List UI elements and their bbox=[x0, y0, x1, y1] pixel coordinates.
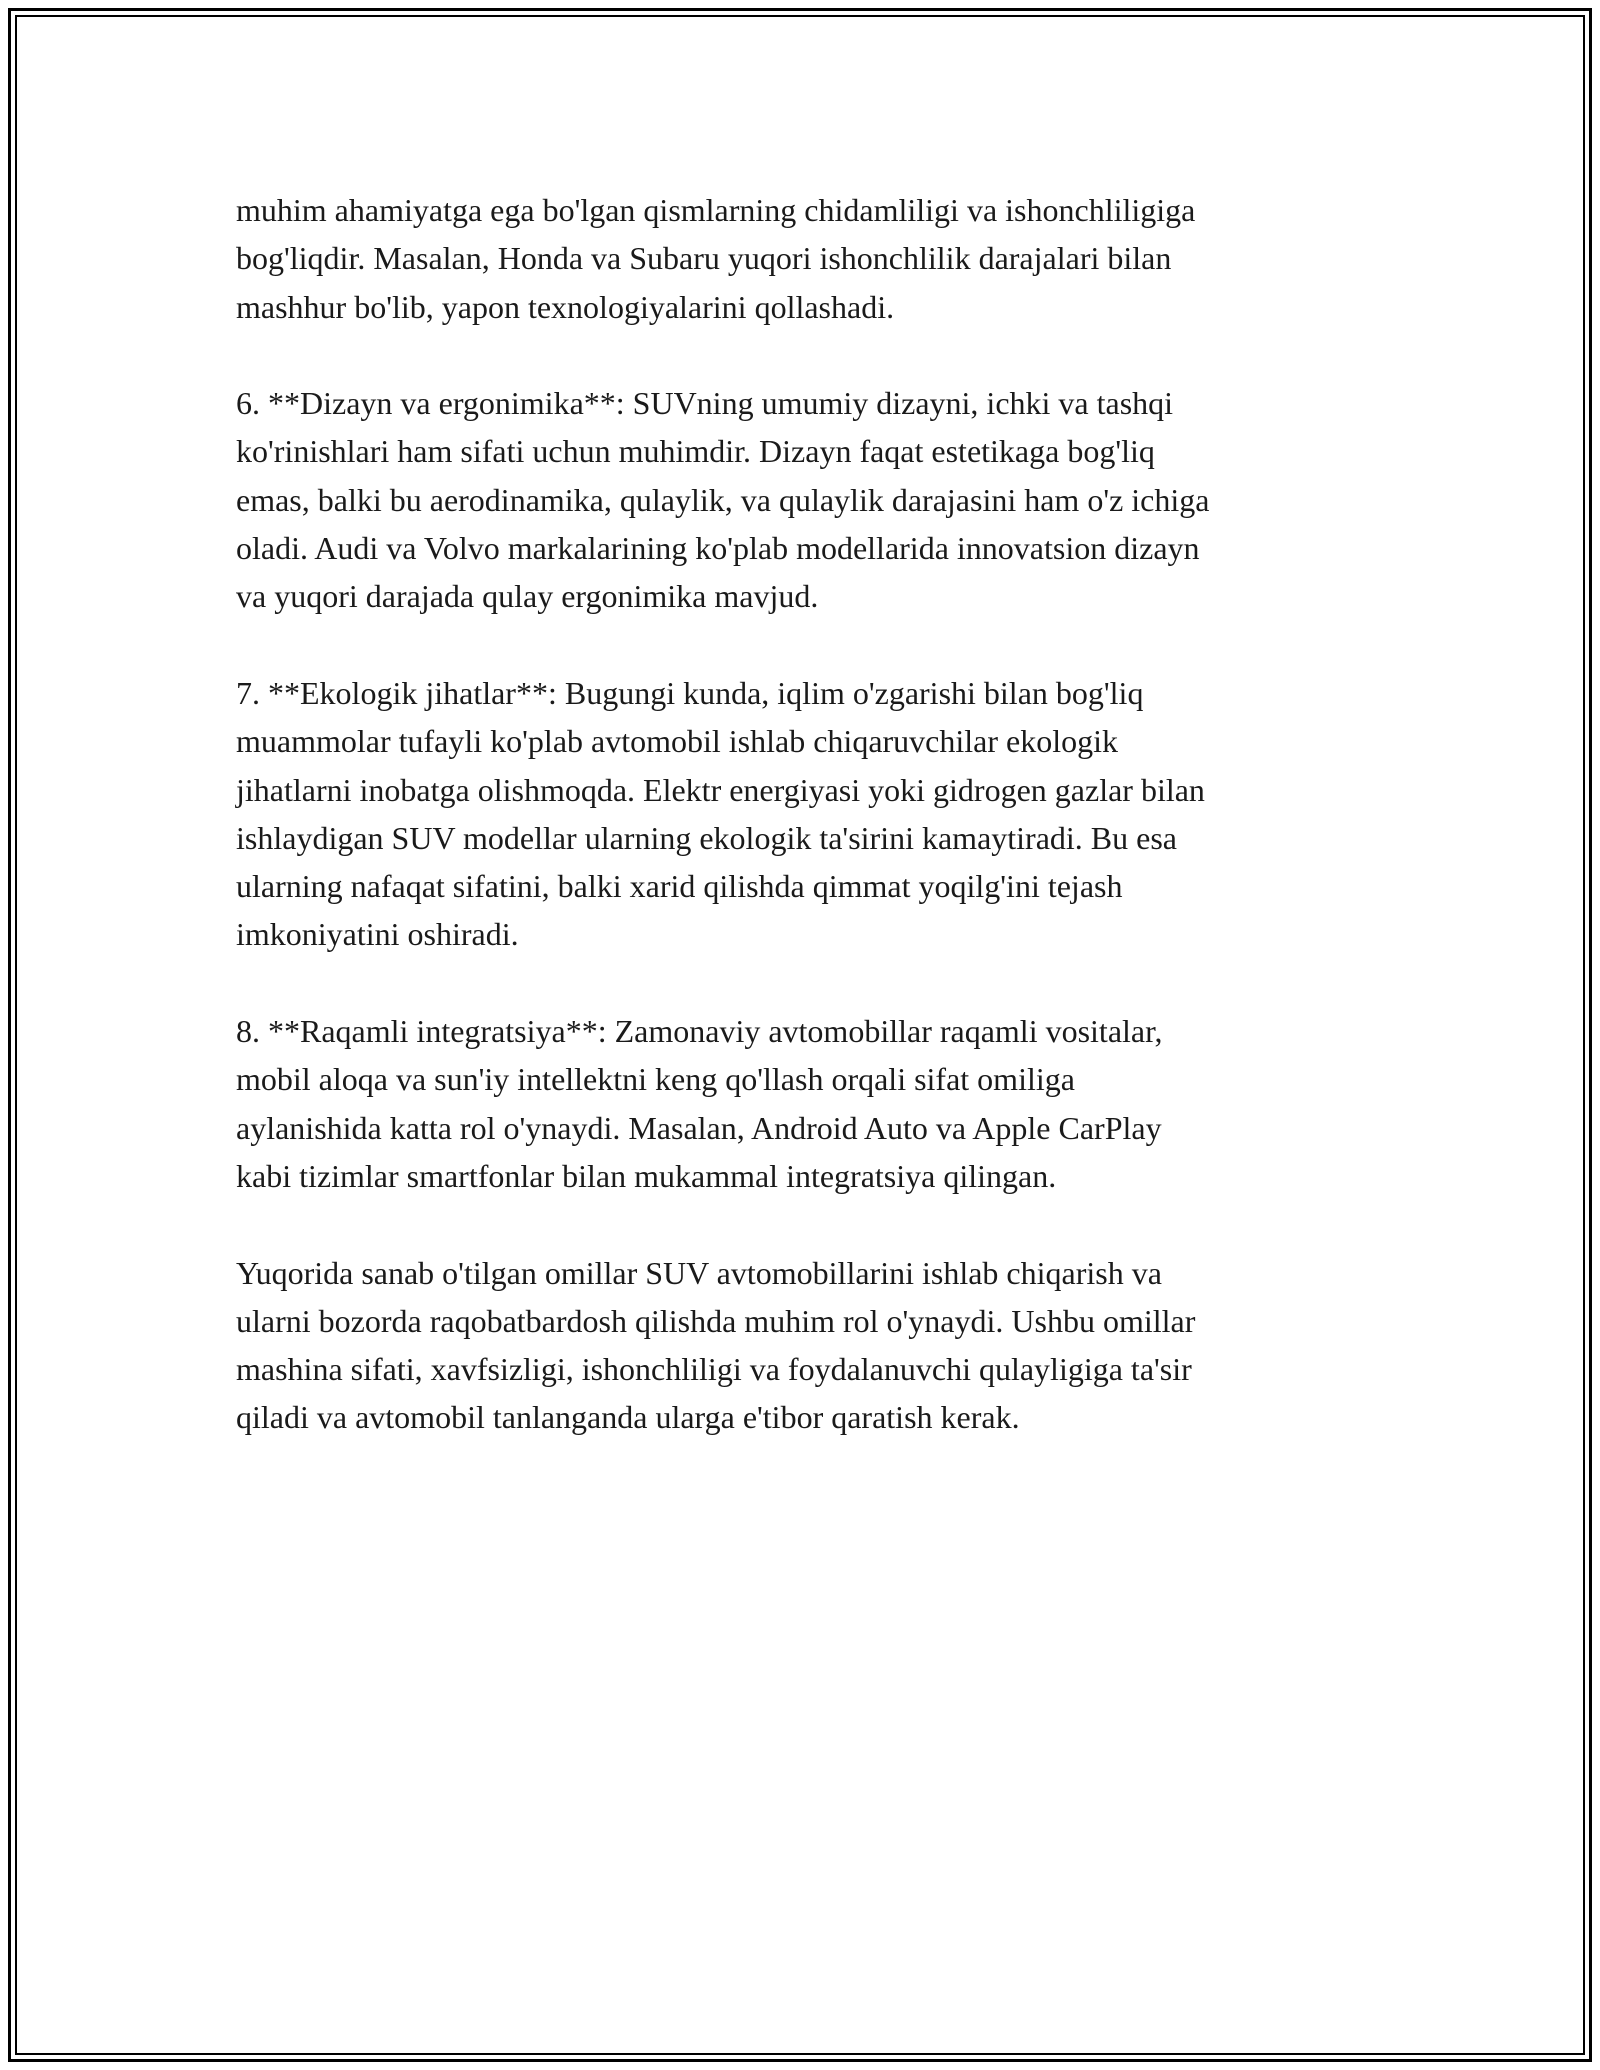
paragraph-digital-integration: 8. **Raqamli integratsiya**: Zamonaviy avtomobillar raqamli vositalar, mobil aloqa va sun'iy intellektni keng qo'llash orqali sifat omiliga aylanishida katta rol o'ynaydi. Masalan, Android Auto va Apple CarPlay kabi tizimlar smartfonlar bilan mukammal integratsiya qilingan. bbox=[236, 1013, 1163, 1194]
paragraph-reliability-continued: muhim ahamiyatga ega bo'lgan qismlarning chidamliligi va ishonchliligiga bog'liqdir. Masalan, Honda va Subaru yuqori ishonchlilik darajalari bilan mashhur bo'lib, yapon texnologiyalarini qollashadi. bbox=[236, 192, 1196, 325]
paragraph-conclusion: Yuqorida sanab o'tilgan omillar SUV avtomobillarini ishlab chiqarish va ularni bozorda raqobatbardosh qilishda muhim rol o'ynaydi. Ushbu omillar mashina sifati, xavfsizligi, ishonchliligi va foydalanuvchi qulayligiga ta'sir qiladi va avtomobil tanlanganda ularga e'tibor qaratish kerak. bbox=[236, 1254, 1196, 1436]
document-body bbox=[236, 186, 1376, 1490]
paragraph-design-ergonomics: 6. **Dizayn va ergonimika**: SUVning umumiy dizayni, ichki va tashqi ko'rinishlari ham sifati uchun muhimdir. Dizayn faqat estetikaga bog'liq emas, balki bu aerodinamika, qulaylik, va qulaylik darajasini ham o'z ichiga oladi. Audi va Volvo markalarining ko'plab modellarida innovatsion dizayn va yuqori darajada qulay ergonimika mavjud. bbox=[236, 385, 1210, 615]
paragraph-ecological-aspects: 7. **Ekologik jihatlar**: Bugungi kunda, iqlim o'zgarishi bilan bog'liq muammolar tufayli ko'plab avtomobil ishlab chiqaruvchilar ekologik jihatlarni inobatga olishmoqda. Elektr energiyasi yoki gidrogen gazlar bilan ishlaydigan SUV modellar ularning ekologik ta'sirini kamaytiradi. Bu esa ularning nafaqat sifatini, balki xarid qilishda qimmat yoqilg'ini tejash imkoniyatini oshiradi. bbox=[236, 674, 1205, 953]
